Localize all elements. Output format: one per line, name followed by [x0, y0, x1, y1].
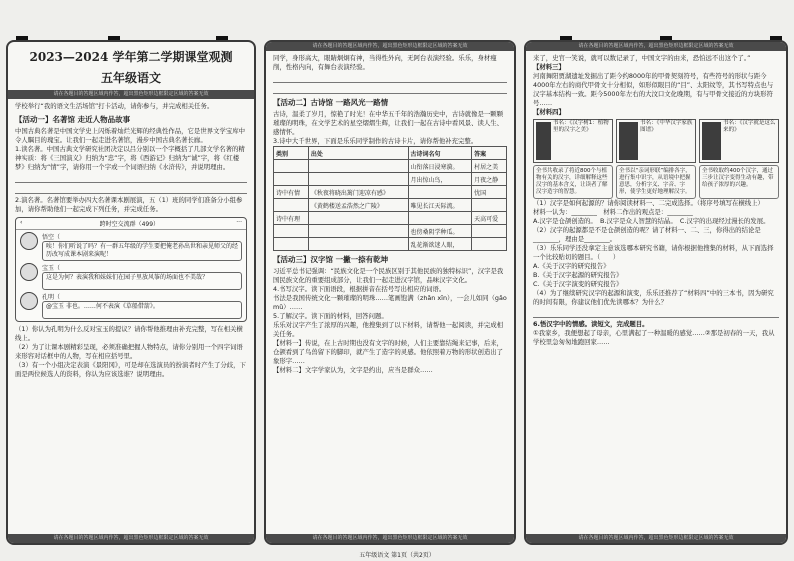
answer-line[interactable] — [273, 85, 507, 94]
table-row: 乱花渐欲迷人眼， — [274, 238, 507, 251]
table-header: 出处 — [308, 147, 408, 160]
question-5-1-fill[interactable]: 材料一认为：________ 材料二作出的观点是：________ — [533, 208, 693, 216]
material-two-cont: 来了，史官一笑说，就可以数记录了，中国文字的由来，恐怕远不出这个了。” — [533, 54, 751, 62]
page-footer: 五年级语文 第1页（共2页） — [359, 552, 435, 559]
table-row: 诗中有情 《秋夜将晓出篱门迎凉有感》 忧国 — [274, 186, 507, 199]
chat-message — [20, 292, 242, 319]
book-title: 书名：《汉字就是这么来的》 — [723, 120, 776, 133]
intro-text: 学校举行“我的语文生活场馆”打卡活动，请你参与，并完成相关任务。 — [15, 102, 214, 110]
table-row: 山衔落日浸寒漪。 村居之美 — [274, 160, 507, 173]
activity-three-heading: 【活动三】汉字馆 一撇一捺有乾坤 — [273, 255, 389, 264]
chat-sender: 孔明（ — [42, 294, 61, 301]
material-three-heading: 【材料三】 — [533, 63, 565, 71]
table-header: 类别 — [274, 147, 309, 160]
table-row: 月出惊山鸟， 月夜之静 — [274, 173, 507, 186]
activity-one-text: 中国古典名著是中国文学史上闪烁着灿烂光辉的经典性作品，它是世界文学宝库中令人瞩目的瑰宝。让我们一起走进名著馆，漫步中国古典名著长廊。 — [15, 127, 246, 144]
chat-panel — [15, 217, 247, 322]
table-header: 古诗词名句 — [408, 147, 472, 160]
book-intro: 全书共收录了将近800个与植物有关的汉字，详细解释这些汉字的基本含义，让读者了解汉字造字的智慧。 — [533, 165, 613, 199]
chat-panel-header — [16, 218, 246, 230]
book-card — [616, 119, 696, 163]
material-one: 【材料一】传说，在上古时期也没有文字的时候，人们主要靠结绳来记事，后来，仓颉看到了鸟兽留下的脚印，就产生了造字的灵感。他依照着万物的形状创造出了象形字…… — [273, 339, 504, 365]
book-title: 书名：《中华汉字家族图谱》 — [640, 120, 693, 133]
question-2: 2.演名著。名著馆要举办四大名著课本剧展演，五（1）班的同学们准备分小组参加，请你帮助他们一起完成下列任务，并完成任务。 — [15, 196, 243, 213]
question-2-3: （3）有一个小组决定表演《景阳冈》，可是却在选演员的扮演者时产生了分歧，下面是两位候选人的资料，你认为应该选谁？说明理由。 — [15, 361, 246, 378]
answer-area-notice: 请在各题目的答题区域内作答，超出黑色矩形边框限定区域的答案无效 — [8, 534, 254, 543]
activity-two-heading: 【活动二】古诗馆 一路风光一路情 — [273, 98, 389, 107]
answer-area-notice: 请在各题目的答题区域内作答，超出黑色矩形边框限定区域的答案无效 — [266, 42, 514, 51]
chat-message — [20, 263, 242, 290]
answer-area-notice: 请在各题目的答题区域内作答，超出黑色矩形边框限定区域的答案无效 — [266, 534, 514, 543]
book-intro: 全书以“亲词形联”编排各字，进行集中识字，从语境中把握意思，分析字义、字音、字形，使学生更好地理解汉字。 — [616, 165, 696, 199]
activity-three-text: 习近平总书记强调：“民族文化是一个民族区别于其他民族的独特标识”，汉字是我国民族文化的重要组成部分，让我们一起走进汉字馆，品味汉字文化。 — [273, 267, 504, 284]
candidate-text: 同学，身形高大，眼睛炯炯有神，当得性外向，无阿台表演经验。乐乐，身材瘦削，性格内向，有舞台表演经验。 — [273, 54, 497, 71]
question-5-1-options: A.汉字是仓颉创造的。 B.汉字是众人智慧的结晶。 C.汉字的出现经过漫长的发展。 — [533, 217, 770, 225]
activity-one-heading: 【活动一】名著馆 走近人物品故事 — [15, 115, 131, 124]
option-a: A.《关于汉字的研究报告》 — [533, 262, 610, 270]
question-5: 5.了解汉字。读下面的材料，回答问题。 — [273, 312, 388, 320]
question-4-text: 书法是我国传统文化一颗璀璨的明珠……笔画饱满（zhǎn xīn），一会儿如同（gǎo mǔ）…… — [273, 294, 507, 311]
answer-line[interactable] — [273, 74, 507, 83]
material-two: 【材料二】文字学家认为，文字是约出，应当是群众…… — [273, 366, 433, 374]
column-left — [6, 40, 256, 545]
question-6: 6.悟汉字中的情感。读短文，完成题目。 — [533, 320, 649, 328]
poem-table — [273, 146, 507, 251]
question-5-1: （1）汉字是如何起源的？请你阅读材料一、二完成选择。（将序号填写在横线上） — [533, 199, 764, 207]
column-middle — [264, 40, 516, 545]
book-card — [699, 119, 779, 163]
book-cover-image — [536, 122, 551, 160]
question-2-2: （2）为了让课本剧精彩呈现，必须准确把握人物特点，请你分别用一个四字词语来形容对话框中的人物，写在相应括号里。 — [15, 343, 243, 360]
book-title: 书名：《汉字树1：植物里的汉字之美》 — [553, 120, 609, 133]
avatar — [20, 232, 38, 250]
story-text: ①我家乡，我便想起了母亲，心里满起了一种温暖的感觉……②那是初春的一天，我从学校里急匆匆地跑回家…… — [533, 329, 775, 346]
column-right — [524, 40, 788, 545]
chat-sender: 悟空（ — [42, 234, 61, 241]
answer-area-notice: 请在各题目的答题区域内作答，超出黑色矩形边框限定区域的答案无效 — [526, 534, 786, 543]
material-three-text: 河南舞阳贾湖遗址发掘出了距今约8000年的甲骨契刻符号，有些符号的形状与距今4000年左右的商代甲骨文十分相似，如形似眼目的“目”、太阳纹等，其书写特点也与汉字基本结构一致。距今5000年左右的大汶口文化晚期，有与甲骨文接近的方块形符号…… — [533, 72, 774, 107]
book-cover-image — [619, 122, 638, 160]
book-list — [533, 119, 779, 163]
book-intros — [533, 165, 779, 199]
table-row: 《黄鹤楼送孟浩然之广陵》 唯见长江天际流。 — [274, 199, 507, 212]
answer-line[interactable] — [533, 309, 779, 318]
avatar — [20, 263, 38, 281]
chevron-left-icon: ‹ — [20, 219, 23, 226]
table-row: 诗中有理 天高可爱 — [274, 212, 507, 225]
option-c: C.《关于汉字演变的研究报告》 — [533, 280, 623, 288]
chat-bubble: @宝玉 非也。……何不表演《草船借箭》。 — [42, 301, 242, 319]
book-intro: 全书收取约400个汉字，通过三步让汉字变得生动有趣，带给孩子浓厚的兴趣。 — [699, 165, 779, 199]
question-5-3: （3）乐乐同学还没拿定主意该选哪本研究书籍，请你根据他搜集的材料，从下面选择一个比较贴切的题目。（ ） — [533, 244, 774, 261]
question-3: 3.诗中大千世界，下面是乐乐同学制作的古诗卡片，请你帮他补充完整。 — [273, 137, 478, 145]
book-card — [533, 119, 613, 163]
question-5-4: （4）为了继续研究汉字的起源和演变，乐乐还推荐了“材料四”中的三本书，因为研究的时间有限，你建议他们优先读哪本？为什么？ — [533, 289, 774, 306]
more-icon: ··· — [236, 219, 242, 226]
question-4: 4.书写汉字。读下面语段，根据拼音在括号写出相应的词语。 — [273, 285, 446, 293]
answer-area-notice: 请在各题目的答题区域内作答，超出黑色矩形边框限定区域的答案无效 — [526, 42, 786, 51]
avatar — [20, 292, 38, 310]
table-header: 答案 — [472, 147, 507, 160]
question-5-text: 乐乐对汉字产生了浓厚的兴趣，他搜集到了以下材料，请帮他一起阅读，并完成相关任务。 — [273, 321, 504, 338]
answer-line[interactable] — [15, 185, 247, 194]
exam-title — [8, 48, 254, 86]
answer-area-notice: 请在各题目的答题区域内作答，超出黑色矩形边框限定区域的答案无效 — [8, 90, 254, 99]
chat-panel-title: 跨时空交流群（499） — [99, 221, 160, 228]
option-b: B.《关于汉字起源的研究报告》 — [533, 271, 623, 279]
chat-message — [20, 232, 242, 261]
question-1: 1.读名著。中国古典文学研究社团决定以吕分别以一个字概括了几部文学名著的精神实质：将《三国演义》归纳为“忠”字，将《西游记》归纳为“诚”字，将《红楼梦》归纳为“情”字，请你用一个字或一个词语归纳《水浒传》，并说明理由。 — [15, 145, 245, 171]
chat-sender: 宝玉（ — [42, 265, 61, 272]
chat-bubble: 唉！你们听说了吗？有一群五年级的学生要把俺老孙出世和亲见师父的经历改写成课本剧来演呢！ — [42, 241, 242, 261]
question-2-1: （1）你认为孔明为什么反对宝玉的提议？请你帮他推理由补充完整，写在相关横线上。 — [15, 325, 243, 342]
exam-subject: 五年级语文 — [100, 71, 161, 85]
chat-bubble: 这是为何？表演我和妹妹们在园子里放风筝的场面也不美哉？ — [42, 272, 242, 290]
activity-two-text: 古诗，温柔了岁月，惊艳了时光！在中华五千年的浩瀚历史中，古诗就像是一颗颗璀璨的明珠，在文学艺术的星空熠熠生辉，让我们一起在古诗中看风景、读人生、感情怀。 — [273, 110, 504, 136]
book-cover-image — [702, 122, 721, 160]
exam-year-title: 2023—2024 学年第二学期课堂观测 — [29, 50, 233, 64]
answer-line[interactable] — [15, 174, 247, 183]
question-5-2: （2）汉字的起源都是不是仓颉创造的呢？请了材料一、二、三，你得出的结论是________，理由是________。 — [533, 226, 761, 243]
material-four-heading: 【材料四】 — [533, 108, 565, 116]
table-row: 也傍桑阴学种瓜。 — [274, 225, 507, 238]
